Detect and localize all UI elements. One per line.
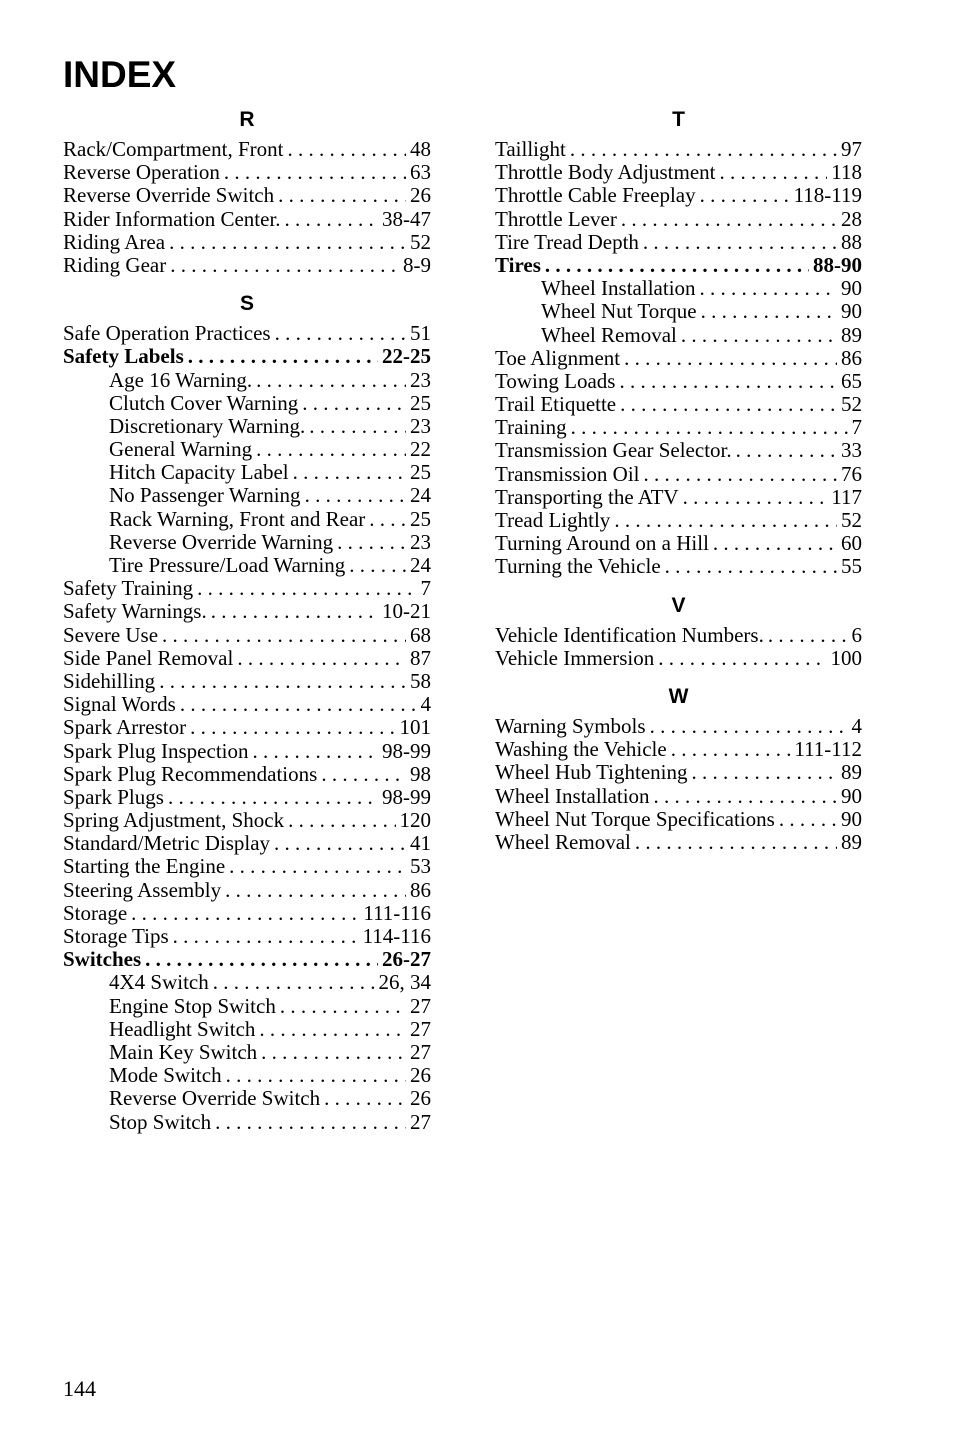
entry-page: 63 [410,161,431,185]
entry-page: 4 [420,693,431,717]
entry-label: Rack Warning, Front and Rear [109,507,366,531]
dot-leader [159,670,406,693]
entry-page: 120 [399,809,431,833]
entry-label: Rack/Compartment, Front [63,138,284,161]
entry-page: 23 [410,368,431,392]
dot-leader [170,254,399,277]
entry-label: Toe Alignment [495,346,621,370]
dot-leader [252,740,378,763]
entry-label: Spark Plugs [63,785,164,809]
entry-label: Throttle Body Adjustment [495,161,716,185]
entry-page: 27 [410,1110,431,1134]
index-entry [495,761,862,784]
entry-label: Wheel Installation [541,277,696,301]
index-entry [495,785,862,808]
dot-leader [169,231,406,254]
entry-page: 86 [410,878,431,902]
index-entry [63,345,431,368]
index-entry [63,693,431,716]
entry-page: 25 [410,461,431,485]
entry-page: 117 [831,485,862,509]
entry-page: 52 [841,393,862,417]
index-entry [495,161,862,184]
index-entry [63,855,431,878]
entry-label: Mode Switch [109,1064,222,1088]
index-subentry [63,438,431,461]
dot-leader [671,738,791,761]
entry-label: Reverse Override Warning [109,530,334,554]
dot-leader [545,254,809,277]
index-entry [63,600,431,623]
dot-leader [620,393,837,416]
entry-label: Spark Arrestor [63,716,187,740]
index-entry [63,763,431,786]
dot-leader [305,484,406,507]
index-entry [63,670,431,693]
entry-label: Taillight [495,138,566,161]
index-subentry [63,554,431,577]
index-entry [495,208,862,231]
index-entry [495,370,862,393]
entry-page: 33 [841,439,862,463]
index-entry [495,738,862,761]
entry-label: 4X4 Switch [109,971,209,995]
index-entry [495,393,862,416]
index-entry [63,254,431,277]
dot-leader [643,231,837,254]
index-entry [63,577,431,600]
entry-page: 26-27 [382,948,431,972]
dot-leader [173,925,359,948]
entry-page: 114-116 [362,925,431,948]
dot-leader [571,416,848,439]
dot-leader [302,392,406,415]
entry-page: 90 [841,807,862,831]
index-subentry [63,1041,431,1064]
index-entry [63,208,431,231]
entry-page: 52 [841,509,862,532]
index-subentry [63,1087,431,1110]
dot-leader [324,1087,406,1110]
index-entry [495,138,862,161]
entry-label: Safe Operation Practices [63,322,271,346]
entry-page: 52 [410,230,431,254]
index-entry [495,463,862,486]
index-subentry [63,369,431,392]
entry-page: 27 [410,1017,431,1041]
dot-leader [287,138,406,161]
entry-page: 118 [831,161,862,185]
entry-page: 76 [841,462,862,486]
entry-page: 24 [410,484,431,508]
dot-leader [650,715,848,738]
entry-label: Reverse Operation [63,161,220,185]
dot-leader [736,439,837,462]
dot-leader [681,324,837,347]
index-entry [495,647,862,670]
index-subentry [63,392,431,415]
entry-label: Vehicle Identification Numbers. [495,623,764,647]
entry-page: 23 [410,414,431,438]
dot-leader [713,532,837,555]
entry-label: Wheel Installation [495,784,650,808]
index-entry [495,231,862,254]
entry-label: Spring Adjustment, Shock [63,809,285,833]
dot-leader [720,161,828,184]
entry-page: 53 [410,855,431,879]
index-entry [63,948,431,971]
entry-page: 89 [841,323,862,347]
entry-label: General Warning [109,438,253,462]
index-entry [63,786,431,809]
dot-leader [570,138,837,161]
section-letter-w: W [668,684,689,708]
index-subentry [63,484,431,507]
entry-label: Washing the Vehicle [495,738,667,762]
dot-leader [621,208,837,231]
entry-page: 87 [410,646,431,670]
entry-page: 23 [410,530,431,554]
page-number: 144 [63,1376,96,1401]
entry-label: Sidehilling [63,669,156,693]
index-entry [63,161,431,184]
entry-page: 22-25 [382,345,431,369]
entry-page: 38-47 [382,207,431,231]
entry-label: Tire Pressure/Load Warning [109,554,346,577]
entry-page: 111-116 [363,901,431,925]
entry-label: Riding Area [63,230,166,254]
index-subentry [495,277,862,300]
entry-page: 98-99 [382,785,431,809]
index-entry [495,831,862,854]
dot-leader [211,600,378,623]
entry-page: 4 [851,714,862,738]
entry-page: 55 [841,555,862,579]
index-entry [495,184,862,207]
index-entry [495,254,862,277]
dot-leader [226,1064,406,1087]
section-letter-r: R [239,108,255,131]
entry-label: Training [495,416,567,440]
index-entry [495,624,862,647]
entry-label: Transporting the ATV [495,485,679,509]
index-subentry [63,508,431,531]
index-entry [63,647,431,670]
entry-label: Discretionary Warning. [109,414,306,438]
index-entry [63,322,431,345]
index-entry [63,879,431,902]
entry-label: Tire Tread Depth [495,230,639,254]
index-entry [63,902,431,925]
entry-label: Rider Information Center. [63,207,281,231]
entry-page: 7 [851,416,862,440]
index-entry [63,740,431,763]
index-entry [63,832,431,855]
dot-leader [700,184,790,207]
index-subentry [63,415,431,438]
dot-leader [624,347,837,370]
entry-page: 26 [410,1087,431,1111]
dot-leader [145,948,378,971]
dot-leader [369,508,406,531]
entry-page: 88 [841,230,862,254]
dot-leader [321,763,406,786]
entry-label: Warning Symbols [495,714,646,738]
entry-label: Age 16 Warning. [109,368,253,392]
dot-leader [614,509,837,532]
dot-leader [700,277,837,300]
dot-leader [278,184,406,207]
entry-label: Tires [495,253,541,277]
dot-leader [237,647,406,670]
entry-label: Wheel Hub Tightening [495,761,688,785]
entry-label: Tread Lightly [495,509,611,532]
dot-leader [256,438,406,461]
index-entry [495,715,862,738]
dot-leader [188,345,378,368]
entry-page: 6 [851,623,862,647]
entry-page: 100 [830,646,862,670]
entry-label: Storage [63,901,128,925]
entry-label: Stop Switch [109,1110,212,1134]
entry-label: Wheel Removal [541,323,677,347]
entry-label: Switches [63,948,142,972]
dot-leader [168,786,378,809]
entry-page: 97 [841,138,862,161]
entry-page: 86 [841,346,862,370]
dot-leader [658,647,826,670]
entry-page: 111-112 [794,738,862,762]
entry-page: 48 [410,138,431,161]
dot-leader [215,1111,406,1134]
dot-leader [285,208,378,231]
index-entry [495,808,862,831]
index-entry [63,138,431,161]
entry-label: Engine Stop Switch [109,994,276,1018]
section-letter-t: T [672,108,685,131]
entry-label: Severe Use [63,623,159,647]
dot-leader [779,808,837,831]
entry-page: 27 [410,994,431,1018]
entry-page: 60 [841,532,862,556]
dot-leader [261,1041,406,1064]
dot-leader [619,370,837,393]
index-subentry [63,995,431,1018]
entry-page: 8-9 [403,253,431,277]
dot-leader [162,624,406,647]
entry-page: 101 [399,716,431,740]
entry-label: Towing Loads [495,369,616,393]
entry-label: Turning Around on a Hill [495,532,709,556]
entry-page: 89 [841,830,862,854]
index-entry [63,184,431,207]
entry-label: Safety Labels [63,345,184,369]
entry-label: Safety Training [63,577,194,601]
entry-label: Starting the Engine [63,855,226,879]
entry-label: Headlight Switch [109,1017,256,1041]
entry-label: Wheel Removal [495,830,631,854]
page-title: INDEX [63,54,177,95]
entry-page: 26 [410,1064,431,1088]
entry-label: Clutch Cover Warning [109,391,299,415]
dot-leader [309,415,406,438]
entry-page: 118-119 [793,184,862,208]
entry-label: No Passenger Warning [109,484,301,508]
index-subentry [63,461,431,484]
entry-label: Transmission Gear Selector. [495,439,732,463]
entry-page: 88-90 [813,253,862,277]
entry-page: 90 [841,300,862,324]
dot-leader [293,461,406,484]
index-subentry [63,1064,431,1087]
entry-page: 98 [410,762,431,786]
dot-leader [274,832,406,855]
index-subentry [63,1018,431,1041]
entry-label: Spark Plug Inspection [63,739,249,763]
index-entry [495,532,862,555]
index-subentry [63,531,431,554]
dot-leader [768,624,848,647]
index-entry [63,809,431,832]
entry-label: Vehicle Immersion [495,646,655,670]
dot-leader [654,785,837,808]
dot-leader [635,831,837,854]
entry-label: Reverse Override Switch [109,1087,321,1111]
entry-page: 22 [410,438,431,462]
index-entry [495,347,862,370]
entry-page: 7 [420,577,431,601]
entry-page: 89 [841,761,862,785]
entry-label: Safety Warnings. [63,600,207,624]
dot-leader [683,486,828,509]
index-subentry [63,1111,431,1134]
entry-label: Steering Assembly [63,878,222,902]
entry-page: 90 [841,277,862,301]
dot-leader [288,809,395,832]
dot-leader [275,322,406,345]
dot-leader [224,161,406,184]
dot-leader [701,300,837,323]
index-entry [63,925,431,948]
entry-page: 65 [841,369,862,393]
dot-leader [692,761,838,784]
entry-page: 68 [410,623,431,647]
entry-page: 28 [841,207,862,231]
entry-label: Spark Plug Recommendations [63,762,318,786]
entry-label: Riding Gear [63,253,167,277]
entry-page: 90 [841,784,862,808]
entry-label: Transmission Oil [495,462,640,486]
index-entry [63,231,431,254]
entry-label: Signal Words [63,693,176,717]
index-entry [495,509,862,532]
section-letter-v: V [671,593,686,617]
index-entry [63,624,431,647]
index-entry [495,416,862,439]
dot-leader [337,531,406,554]
dot-leader [665,555,837,578]
entry-page: 26, 34 [378,971,431,995]
entry-label: Throttle Lever [495,207,617,231]
dot-leader [190,716,395,739]
index-entry [63,716,431,739]
entry-label: Side Panel Removal [63,646,234,670]
dot-leader [280,995,406,1018]
dot-leader [131,902,359,925]
dot-leader [180,693,417,716]
dot-leader [644,463,837,486]
entry-page: 58 [410,669,431,693]
entry-page: 27 [410,1040,431,1064]
entry-label: Turning the Vehicle [495,555,661,579]
entry-label: Hitch Capacity Label [109,461,289,485]
index-entry [495,486,862,509]
entry-page: 26 [410,184,431,208]
entry-label: Wheel Nut Torque [541,300,697,324]
index-subentry [495,324,862,347]
index-entry [495,555,862,578]
dot-leader [349,554,406,577]
entry-page: 51 [410,322,431,346]
dot-leader [259,1018,406,1041]
entry-page: 98-99 [382,739,431,763]
section-letter-s: S [239,292,254,316]
index-subentry [63,971,431,994]
entry-label: Throttle Cable Freeplay [495,184,696,208]
entry-page: 25 [410,391,431,415]
entry-label: Reverse Override Switch [63,184,275,208]
entry-label: Wheel Nut Torque Specifications [495,807,775,831]
entry-page: 41 [410,832,431,856]
index-column-right [495,106,862,854]
dot-leader [225,879,406,902]
entry-label: Storage Tips [63,925,169,948]
dot-leader [256,369,406,392]
dot-leader [213,971,375,994]
index-entry [495,439,862,462]
entry-page: 25 [410,507,431,531]
index-subentry [495,300,862,323]
index-column-left [63,106,431,1134]
entry-page: 10-21 [382,600,431,624]
dot-leader [197,577,416,600]
entry-label: Standard/Metric Display [63,832,271,856]
entry-label: Main Key Switch [109,1040,258,1064]
entry-page: 24 [410,554,431,577]
dot-leader [229,855,406,878]
entry-label: Trail Etiquette [495,393,617,417]
